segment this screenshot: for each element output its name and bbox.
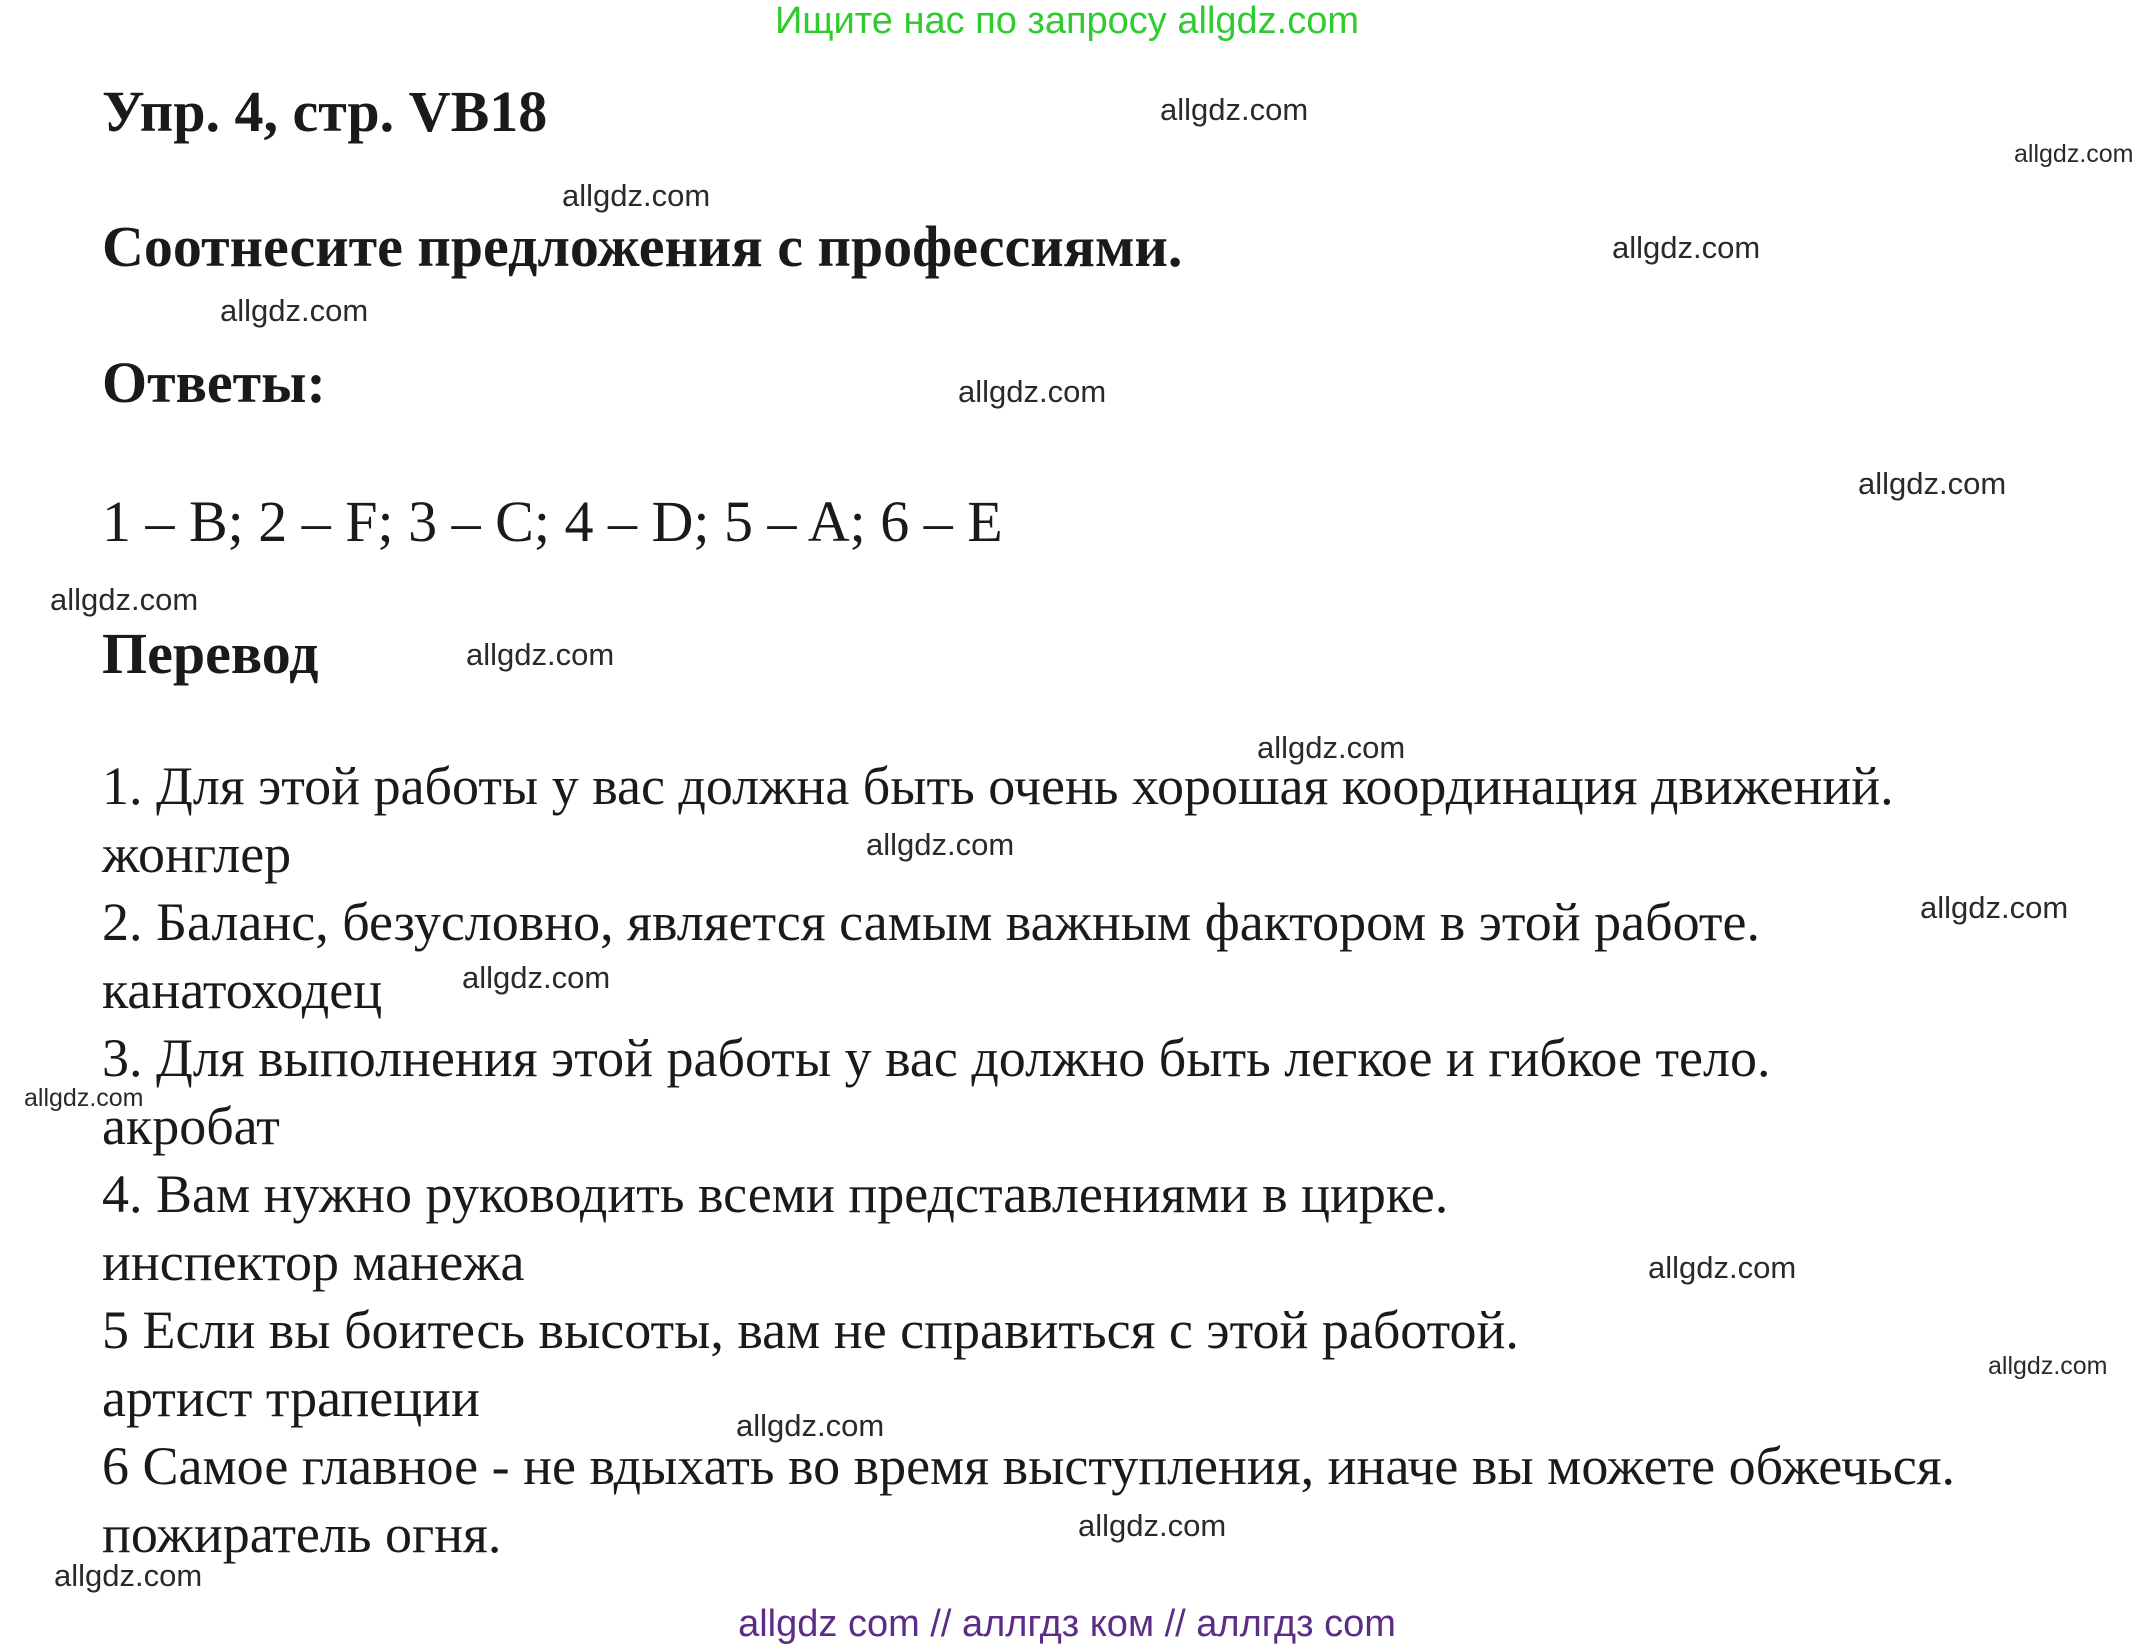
translation-sentence-1: 1. Для этой работы у вас должна быть очень хорошая координация движений. (102, 756, 1894, 816)
watermark: allgdz.com (54, 1558, 203, 1593)
watermark: allgdz.com (1078, 1508, 1227, 1543)
task-instruction: Соотнесите предложения с профессиями. (102, 214, 1183, 279)
translation-profession-3: акробат (102, 1096, 280, 1156)
answers-line: 1 – B; 2 – F; 3 – C; 4 – D; 5 – A; 6 – E (102, 489, 1003, 554)
translation-profession-4: инспектор манежа (102, 1232, 525, 1292)
translation-profession-2: канатоходец (102, 960, 383, 1020)
translation-profession-6: пожиратель огня. (102, 1504, 502, 1564)
watermark: allgdz.com (462, 960, 611, 995)
watermark: allgdz.com (1648, 1250, 1797, 1285)
watermark: allgdz.com (24, 1084, 144, 1112)
top-banner: Ищите нас по запросу allgdz.com (774, 0, 1359, 42)
translation-sentence-4: 4. Вам нужно руководить всеми представлениями в цирке. (102, 1164, 1449, 1224)
watermark: allgdz.com (1160, 92, 1309, 127)
watermark: allgdz.com (1257, 730, 1406, 765)
translation-sentence-5: 5 Если вы боитесь высоты, вам не справиться с этой работой. (102, 1300, 1519, 1360)
watermark: allgdz.com (562, 178, 711, 213)
watermark: allgdz.com (466, 637, 615, 672)
translation-sentence-6: 6 Самое главное - не вдыхать во время выступления, иначе вы можете обжечься. (102, 1436, 1956, 1496)
watermark: allgdz.com (1858, 466, 2007, 501)
footer-watermark: allgdz com // аллгдз ком // аллгдз com (738, 1603, 1396, 1645)
watermark: allgdz.com (1612, 230, 1761, 265)
watermark: allgdz.com (736, 1408, 885, 1443)
translation-profession-1: жонглер (102, 824, 292, 884)
translation-heading: Перевод (102, 621, 319, 686)
watermark: allgdz.com (866, 827, 1015, 862)
translation-profession-5: артист трапеции (102, 1368, 480, 1428)
watermark: allgdz.com (220, 293, 369, 328)
watermark: allgdz.com (1988, 1352, 2108, 1380)
translation-sentence-2: 2. Баланс, безусловно, является самым важным фактором в этой работе. (102, 892, 1760, 952)
watermark: allgdz.com (958, 374, 1107, 409)
watermark: allgdz.com (50, 582, 199, 617)
answers-heading: Ответы: (102, 350, 326, 415)
translation-sentence-3: 3. Для выполнения этой работы у вас должно быть легкое и гибкое тело. (102, 1028, 1771, 1088)
watermark: allgdz.com (2014, 140, 2134, 168)
watermark: allgdz.com (1920, 890, 2069, 925)
exercise-title: Упр. 4, стр. VB18 (102, 79, 548, 144)
